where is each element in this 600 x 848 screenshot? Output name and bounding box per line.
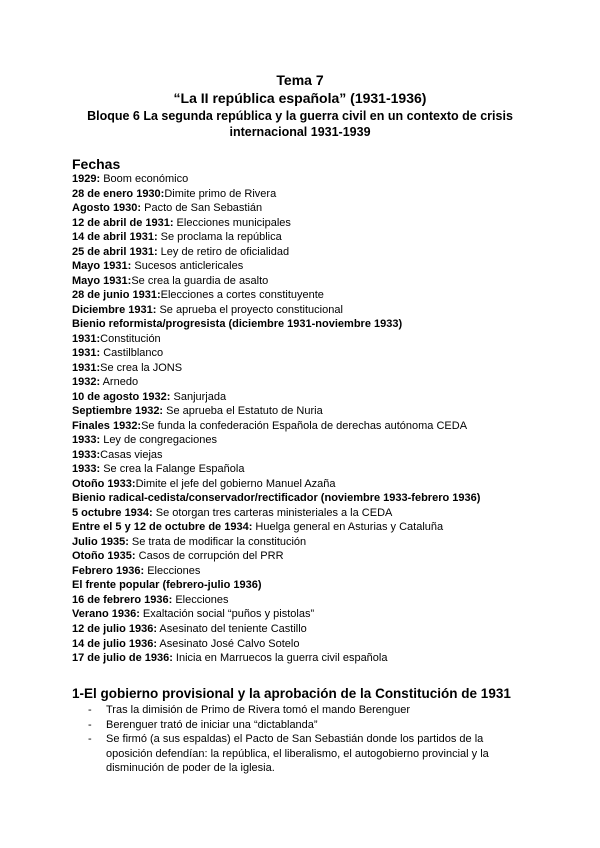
date-event: Ley de congregaciones (100, 434, 217, 447)
date-event: Asesinato del teniente Castillo (156, 622, 307, 635)
date-event: Exaltación social “puños y pistolas” (139, 608, 315, 621)
date-entry (72, 390, 542, 405)
date-event: Se otorgan tres carteras ministeriales a la CEDA (152, 506, 393, 519)
date-event: Castilblanco (100, 347, 164, 360)
date-label: Otoño 1933: (72, 477, 136, 490)
date-event: Arnedo (100, 376, 139, 389)
date-entry (72, 622, 542, 637)
date-label: Verano 1936: (72, 608, 140, 621)
date-label: Mayo 1931: (72, 274, 132, 287)
date-label: 1931: (72, 347, 101, 360)
date-entry (72, 535, 542, 550)
bullet-item (88, 703, 528, 718)
date-event: Casos de corrupción del PRR (135, 550, 284, 563)
date-event: Huelga general en Asturias y Cataluña (252, 521, 444, 534)
date-entry (72, 361, 542, 376)
date-label: 1931: (72, 361, 101, 374)
date-label: Diciembre 1931: (72, 303, 157, 316)
date-label: 16 de febrero 1936: (72, 593, 173, 606)
date-event: Sanjurjada (170, 390, 227, 403)
date-event: Se funda la confederación Española de derechas autónoma CEDA (141, 419, 468, 432)
date-label: Bienio radical-cedista/conservador/rectificador (noviembre 1933-febrero 1936) (72, 492, 481, 505)
date-label: 1933: (72, 463, 101, 476)
date-entry (72, 520, 542, 535)
date-entry (72, 593, 542, 608)
date-label: 25 de abril 1931: (72, 245, 158, 258)
date-label: 1929: (72, 173, 101, 185)
date-event: Elecciones a cortes constituyente (160, 289, 324, 302)
date-label: 12 de julio 1936: (72, 622, 157, 635)
date-entry (72, 607, 542, 622)
date-entry (72, 172, 542, 187)
date-label: 14 de julio 1936: (72, 637, 157, 650)
date-label: Bienio reformista/progresista (diciembre 1931-noviembre 1933) (72, 318, 403, 331)
bullet-text: Se firmó (a sus espaldas) el Pacto de San Sebastián donde los partidos de la oposición defendían: la república, el liberalismo, el autogobierno provincial y la disminución de poder de la iglesia. (106, 733, 489, 774)
date-label: Febrero 1936: (72, 564, 145, 577)
date-label: Entre el 5 y 12 de octubre de 1934: (72, 521, 253, 534)
date-entry (72, 230, 542, 245)
date-label: 14 de abril 1931: (72, 231, 158, 244)
date-event: Inicia en Marruecos la guerra civil española (172, 652, 388, 665)
date-event: Sucesos anticlericales (131, 260, 244, 273)
date-entry (72, 201, 542, 216)
date-entry (72, 448, 542, 463)
bullet-text: Berenguer trató de iniciar una “dictablanda” (106, 718, 318, 731)
date-entry (72, 433, 542, 448)
date-label: 1932: (72, 376, 101, 389)
date-entry (72, 578, 542, 593)
date-label: 28 de enero 1930: (72, 187, 165, 200)
date-label: Julio 1935: (72, 535, 129, 548)
date-label: El frente popular (febrero-julio 1936) (72, 579, 262, 592)
block-title: Bloque 6 La segunda república y la guerra civil en un contexto de crisis internacional 1931-1939 (87, 109, 513, 139)
section-bullet-list (88, 703, 528, 776)
date-label: 1933: (72, 434, 101, 447)
date-entry (72, 564, 542, 579)
date-entry (72, 187, 542, 202)
bullet-dash: - (88, 733, 92, 745)
topic-number: Tema 7 (276, 72, 324, 88)
date-entry (72, 404, 542, 419)
date-entry (72, 317, 542, 332)
date-label: 12 de abril de 1931: (72, 216, 174, 229)
date-label: Mayo 1931: (72, 260, 132, 273)
date-entry (72, 651, 542, 666)
bullet-item (88, 732, 528, 776)
date-entry (72, 462, 542, 477)
date-label: Finales 1932: (72, 419, 142, 432)
date-entry (72, 491, 542, 506)
date-entry (72, 477, 542, 492)
date-event: Se aprueba el Estatuto de Nuria (163, 405, 323, 418)
bullet-item (88, 718, 528, 733)
date-event: Se crea la guardia de asalto (131, 274, 269, 287)
date-event: Asesinato José Calvo Sotelo (156, 637, 300, 650)
date-entry (72, 375, 542, 390)
dates-heading: Fechas (72, 156, 121, 172)
date-event: Se aprueba el proyecto constitucional (156, 303, 343, 316)
date-label: 1931: (72, 332, 101, 345)
topic-title: “La II república española” (1931-1936) (173, 90, 427, 106)
date-label: 28 de junio 1931: (72, 289, 161, 302)
date-event: Boom económico (100, 173, 189, 185)
date-entry (72, 332, 542, 347)
date-entry (72, 216, 542, 231)
date-event: Casas viejas (100, 448, 163, 461)
date-entry (72, 506, 542, 521)
date-label: 1933: (72, 448, 101, 461)
date-label: 5 octubre 1934: (72, 506, 153, 519)
dates-list (72, 172, 542, 666)
section-heading: 1-El gobierno provisional y la aprobación de la Constitución de 1931 (72, 686, 511, 701)
date-entry (72, 637, 542, 652)
date-entry (72, 259, 542, 274)
date-event: Elecciones (172, 593, 229, 606)
date-entry (72, 245, 542, 260)
date-event: Se crea la JONS (100, 361, 183, 374)
date-label: Septiembre 1932: (72, 405, 164, 418)
date-label: 10 de agosto 1932: (72, 390, 171, 403)
date-entry (72, 274, 542, 289)
date-event: Ley de retiro de oficialidad (157, 245, 290, 258)
date-label: Agosto 1930: (72, 202, 142, 215)
date-event: Dimite primo de Rivera (164, 187, 277, 200)
bullet-text: Tras la dimisión de Primo de Rivera tomó el mando Berenguer (106, 704, 411, 716)
bullet-dash: - (88, 718, 92, 731)
date-entry (72, 288, 542, 303)
date-entry (72, 346, 542, 361)
date-event: Elecciones municipales (173, 216, 291, 229)
date-event: Se proclama la república (157, 231, 282, 244)
date-event: Se trata de modificar la constitución (128, 535, 307, 548)
date-entry (72, 419, 542, 434)
date-entry (72, 303, 542, 318)
date-entry (72, 549, 542, 564)
date-label: 17 de julio de 1936: (72, 652, 173, 665)
date-event: Constitución (100, 332, 161, 345)
date-event: Dimite el jefe del gobierno Manuel Azaña (135, 477, 336, 490)
document-header (0, 72, 600, 140)
date-event: Pacto de San Sebastián (141, 202, 263, 215)
bullet-dash: - (88, 704, 92, 716)
date-label: Otoño 1935: (72, 550, 136, 563)
date-event: Elecciones (144, 564, 201, 577)
date-event: Se crea la Falange Española (100, 463, 245, 476)
